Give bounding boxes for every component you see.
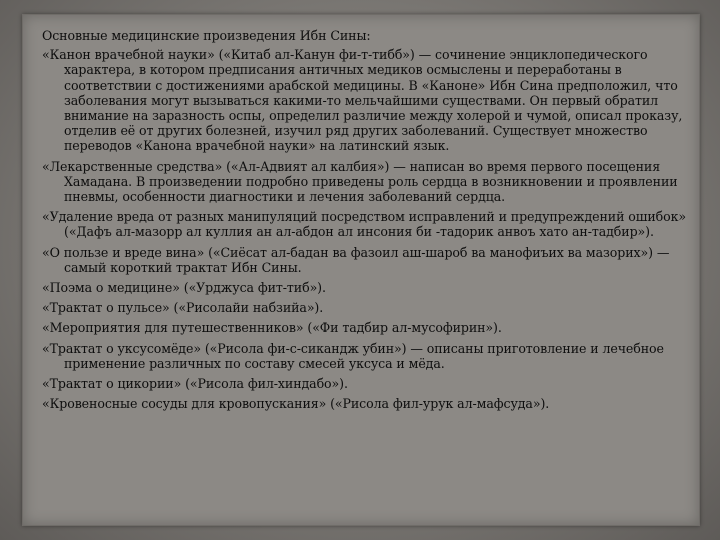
- paragraph-travelers: «Мероприятия для путешественников» («Фи тадбир ал-мусофирин»).: [42, 320, 502, 336]
- paragraph-oxymel: «Трактат о уксусомёде» («Рисола фи-с-сикандж убин») — описаны приготовление и лечебное применение различных по составу смесей уксуса и мёда.: [42, 340, 664, 371]
- paragraph-wine: «О пользе и вреде вина» («Сиёсат ал-бадан ва фазоил аш-шароб ва манофиъих ва мазорих») — самый короткий трактат Ибн Сины.: [42, 244, 670, 275]
- paragraph-drugs: «Лекарственные средства» («Ал-Адвият ал калбия») — написан во время первого посещения Хамадана. В произведении подробно приведены роль сердца в возникновении и проявлении пневмы, особенности диагностики и лечения заболеваний сердца.: [42, 158, 678, 205]
- paragraph-pulse: «Трактат о пульсе» («Рисолайи набзийа»).: [42, 300, 324, 316]
- paragraph-harm-removal: «Удаление вреда от разных манипуляций посредством исправлений и предупреждений ошибок» («Дафъ ал-мазорр ал куллия ан ал-абдон ал инсония би -тадорик анвоъ хато ан-тадбир»).: [42, 209, 686, 240]
- paragraph-bloodletting: «Кровеносные сосуды для кровопускания» («Рисола фил-урук ал-мафсуда»).: [42, 396, 550, 412]
- slide-heading: Основные медицинские произведения Ибн Сины:: [42, 28, 371, 43]
- paragraph-chicory: «Трактат о цикории» («Рисола фил-хиндабо»).: [42, 376, 348, 392]
- content-block: [42, 28, 692, 416]
- paragraph-canon: «Канон врачебной науки» («Китаб ал-Канун фи-т-тибб») — сочинение энциклопедического характера, в котором предписания античных медиков осмыслены и переработаны в соответствии с достижениями арабской медицины. В «Каноне» Ибн Сина предположил, что заболевания могут вызываться какими-то мельчайшими существами. Он первый обратил внимание на заразность оспы, определил различие между холерой и чумой, описал проказу, отделив её от других болезней, изучил ряд других заболеваний. Существует множество переводов «Канона врачебной науки» на латинский язык.: [42, 47, 683, 154]
- paragraph-poem: «Поэма о медицине» («Урджуса фит-тиб»).: [42, 280, 326, 296]
